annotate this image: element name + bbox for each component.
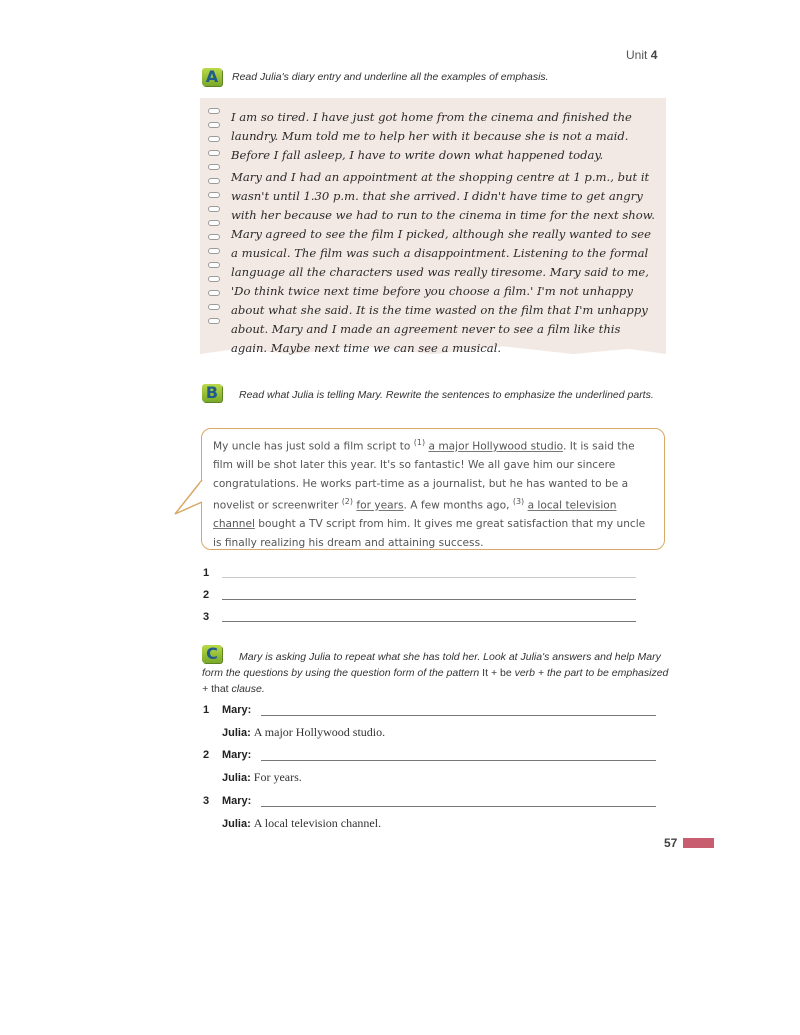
speech-bubble-tail: [172, 478, 204, 520]
marker-2: (2): [341, 497, 354, 507]
instruction-text: verb + the part to be emphasized +: [202, 667, 669, 695]
notebook-rings: [208, 108, 222, 340]
pattern-that: that: [211, 683, 229, 695]
julia-reply: A local television channel.: [253, 816, 382, 830]
julia-label: Julia:: [222, 818, 251, 830]
mary-label: Mary:: [222, 795, 252, 807]
underlined-3: a local television channel: [213, 499, 617, 531]
item-number: 3: [203, 795, 210, 807]
mary-label-3: [222, 795, 251, 807]
pattern-it: It: [482, 667, 489, 679]
answer-number-3: 3: [203, 611, 210, 623]
answer-number-2: 2: [203, 589, 210, 601]
julia-row-2: [222, 770, 302, 785]
answer-number-1: 1: [203, 567, 210, 579]
julia-row-3: [222, 816, 381, 831]
speech-part: . It is said the film will be shot later this year. It's so fantastic! We all gave him our sincere congratulations. He works part-time as a journalist, but he has wanted to be a novelist or screenwriter: [213, 440, 635, 512]
answer-line-3[interactable]: [222, 621, 636, 622]
answer-line-2[interactable]: [222, 599, 636, 600]
section-b-instruction: Read what Julia is telling Mary. Rewrite the sentences to emphasize the underlined parts.: [239, 389, 654, 401]
dialog-item-1: [203, 704, 209, 716]
answer-line-1[interactable]: [222, 577, 636, 578]
mary-label: Mary:: [222, 749, 252, 761]
julia-label: Julia:: [222, 727, 251, 739]
item-number: 1: [203, 704, 210, 716]
unit-word: Unit: [626, 48, 648, 62]
mary-label-1: [222, 704, 251, 716]
mary-question-line-2[interactable]: [261, 760, 656, 761]
instruction-text: Mary is asking Julia to repeat what she has told her. Look at Julia's answers and help Mary form the questions by using the question form of the pattern: [202, 651, 661, 679]
instruction-text: clause.: [228, 683, 265, 695]
diary-paragraph-2: Mary and I had an appointment at the shopping centre at 1 p.m., but it wasn't until 1.30 p.m. that she arrived. I didn't have time to get angry with her because we had to run to the cinema in time for the next show. Mary agreed to see the film I picked, although she really wanted to see a musical. The film was such a disappointment. Listening to the formal language all the characters used was really tiresome. Mary said to me, 'Do think twice next time before you choose a film.' I'm not unhappy about what she said. It is the time wasted on the film that I'm unhappy about. Mary and I made an agreement never to see a film like this again. Maybe next time we can see a musical.: [231, 170, 655, 355]
speech-part: . A few months ago,: [403, 499, 513, 512]
page-number: 57: [664, 836, 678, 850]
dialog-item-3: [203, 795, 209, 807]
mary-question-line-1[interactable]: [261, 715, 656, 716]
julia-speech: [213, 434, 657, 552]
speech-part: My uncle has just sold a film script to: [213, 440, 414, 453]
mary-question-line-3[interactable]: [261, 806, 656, 807]
page-number-bar: [683, 838, 714, 848]
underlined-2: for years: [356, 499, 404, 512]
speech-part: bought a TV script from him. It gives me great satisfaction that my uncle is finally realizing his dream and attaining success.: [213, 518, 646, 549]
unit-number: 4: [650, 48, 658, 62]
julia-reply: For years.: [253, 770, 302, 784]
dialog-item-2: [203, 749, 209, 761]
instruction-text: +: [488, 667, 500, 679]
section-b-badge: B: [202, 384, 222, 402]
section-c-badge: C: [202, 645, 222, 663]
mary-label: Mary:: [222, 704, 252, 716]
section-a-instruction: Read Julia's diary entry and underline all the examples of emphasis.: [232, 71, 549, 83]
section-c-instruction: [202, 649, 670, 697]
julia-label: Julia:: [222, 772, 251, 784]
item-number: 2: [203, 749, 210, 761]
section-a-badge: A: [202, 68, 222, 86]
diary-paragraph-1: I am so tired. I have just got home from the cinema and finished the laundry. Mum told me to help her with it because she is not a maid. Before I fall asleep, I have to write down what happened today.: [231, 110, 632, 162]
unit-label: [626, 48, 657, 62]
julia-reply: A major Hollywood studio.: [253, 725, 386, 739]
marker-3: (3): [512, 497, 525, 507]
pattern-be: be: [499, 667, 512, 679]
julia-row-1: [222, 725, 385, 740]
underlined-1: a major Hollywood studio: [428, 440, 563, 453]
diary-entry: [231, 108, 656, 361]
marker-1: (1): [413, 438, 426, 447]
mary-label-2: [222, 749, 251, 761]
